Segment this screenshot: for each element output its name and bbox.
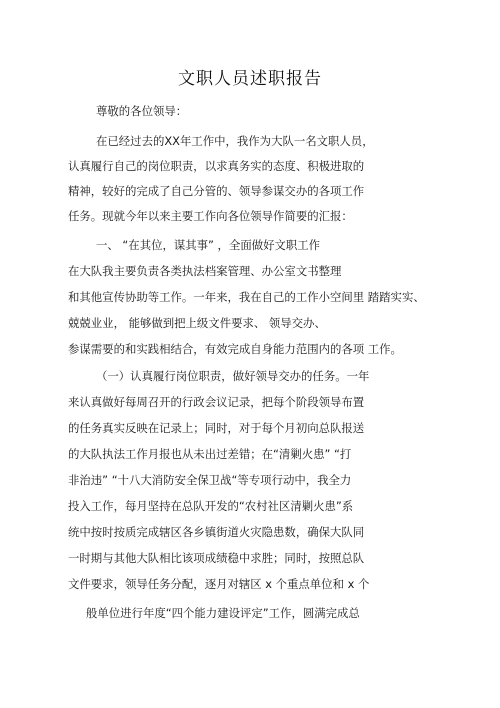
paragraph-line: 来认真做好每周召开的行政会议记录，把每个阶段领导布置 <box>68 395 365 409</box>
paragraph-line: 任务。现就今年以来主要工作向各位领导作简要的汇报： <box>68 209 353 223</box>
paragraph-line: 投入工作，每月坚持在总队开发的“农村社区清剿火患”系 <box>68 499 354 513</box>
paragraph-line: 兢兢业业， 能够做到把上级文件要求、 领导交办、 <box>68 316 326 330</box>
paragraph-line: 一时期与其他大队相比该项成绩稳中求胜；同时，按照总队 <box>68 551 365 565</box>
paragraph-line: 统中按时按质完成辖区各乡镇街道火灾隐患数，确保大队同 <box>68 525 365 539</box>
paragraph-line: 在已经过去的XX年工作中，我作为大队一名文职人员， <box>96 134 374 148</box>
paragraph-line: 的任务真实反映在记录上；同时，对于每个月初向总队报送 <box>68 421 365 435</box>
paragraph-line: 在大队我主要负责各类执法档案管理、办公室文书整理 <box>68 264 342 278</box>
paragraph-line: 和其他宣传协助等工作。一年来，我在自己的工作小空间里 踏踏实实、 <box>68 290 425 304</box>
paragraph-line: 认真履行自己的岗位职责，以求真务实的态度、积极进取的 <box>68 159 365 173</box>
subsection-heading: （一）认真履行岗位职责，做好领导交办的任务。一年 <box>96 369 370 383</box>
paragraph-line: 精神，较好的完成了自己分管的、领导参谋交办的各项工作 <box>68 184 365 198</box>
paragraph-line: 非治违” “十八大消防安全保卫战“等专项行动中，我全力 <box>68 473 352 487</box>
document-title: 文职人员述职报告 <box>178 69 322 89</box>
section-heading: 一、 “在其位，谋其事” ，全面做好文职工作 <box>96 238 321 252</box>
paragraph-line: 般单位进行年度“四个能力建设评定”工作，圆满完成总 <box>86 606 360 620</box>
paragraph-line: 文件要求，领导任务分配，逐月对辖区 x 个重点单位和 x 个 <box>68 577 370 591</box>
paragraph-line: 参谋需要的和实践相结合，有效完成自身能力范围内的各项 工作。 <box>68 342 402 356</box>
paragraph-line: 尊敬的各位领导： <box>96 104 188 118</box>
paragraph-line: 的大队执法工作月报也从未出过差错；在“清剿火患” “打 <box>68 447 352 461</box>
